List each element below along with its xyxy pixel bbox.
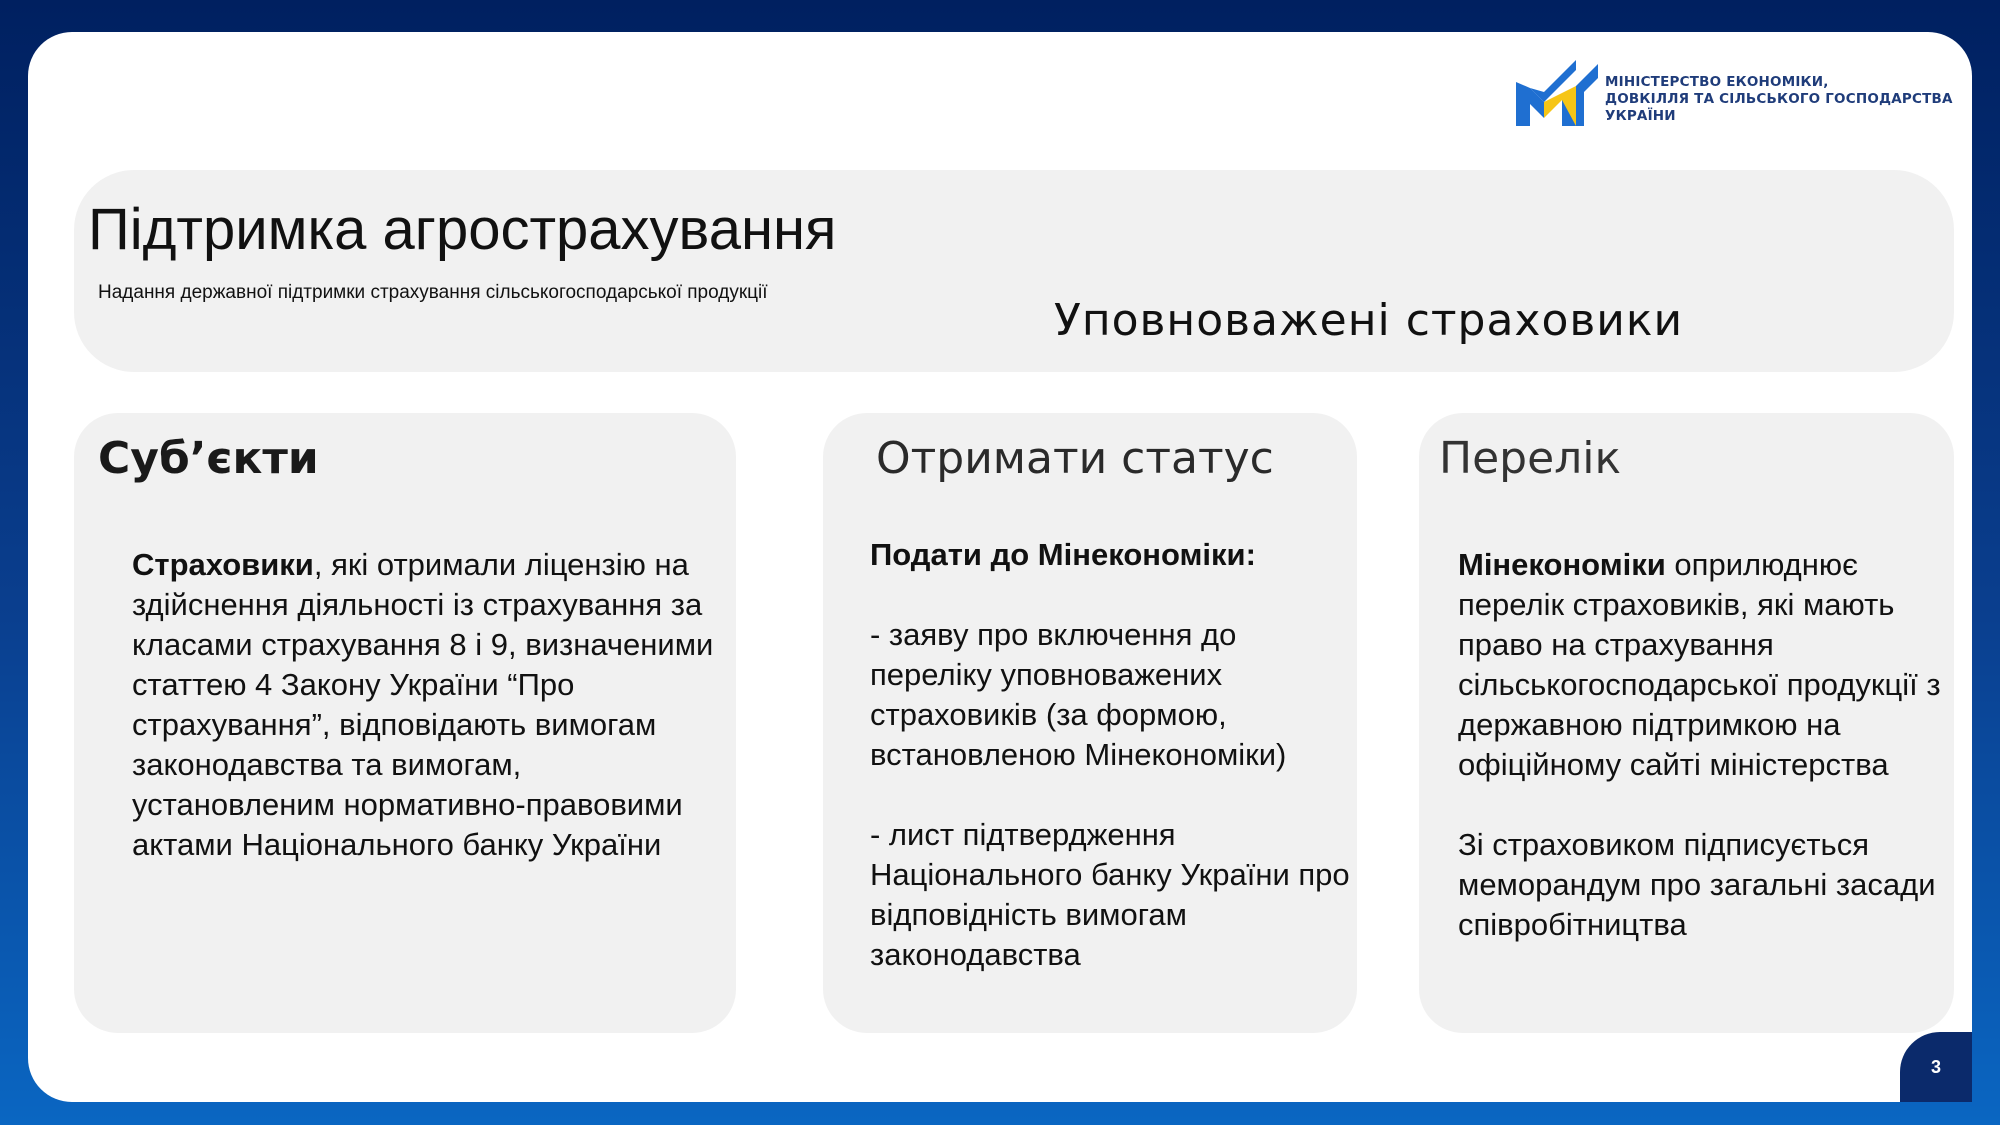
page-number: 3	[1900, 1032, 1972, 1102]
ministry-logo-icon	[1516, 60, 1598, 126]
card-body	[1458, 545, 1948, 945]
page-subtitle: Надання державної підтримки страхування сільськогосподарської продукції	[98, 282, 768, 303]
ministry-name-line1: МІНІСТЕРСТВО ЕКОНОМІКИ,	[1605, 74, 1829, 90]
ministry-name	[1605, 74, 1953, 125]
card-body-bold: Страховики	[132, 547, 314, 582]
card-body-bold: Мінекономіки	[1458, 547, 1666, 582]
ministry-name-line3: УКРАЇНИ	[1605, 108, 1676, 124]
card-list	[1419, 413, 1954, 1033]
card-title: Перелік	[1439, 433, 1622, 484]
card-body-lead: Подати до Мінекономіки:	[870, 537, 1256, 572]
card-subjects	[74, 413, 736, 1033]
card-list-item: - лист підтвердження Національного банку України про відповідність вимогам законодавства	[870, 817, 1350, 972]
card-title: Отримати статус	[876, 433, 1274, 484]
card-body-text: оприлюднює перелік страховиків, які мають право на страхування сільськогосподарської продукції з державною підтримкою на офіційному сайті міністерства	[1458, 547, 1941, 782]
card-body	[132, 545, 722, 865]
ministry-name-line2: ДОВКІЛЛЯ ТА СІЛЬСЬКОГО ГОСПОДАРСТВА	[1605, 91, 1953, 107]
card-body	[870, 535, 1350, 975]
card-list-item: - заяву про включення до переліку уповноважених страховиків (за формою, встановленою Мінекономіки)	[870, 617, 1287, 772]
page-title: Підтримка агрострахування	[88, 197, 837, 262]
section-heading: Уповноважені страховики	[1054, 295, 1684, 346]
card-title: Суб’єкти	[98, 433, 319, 484]
card-body-text: Зі страховиком підписується меморандум про загальні засади співробітництва	[1458, 827, 1936, 942]
card-get-status	[823, 413, 1357, 1033]
card-body-text: , які отримали ліцензію на здійснення діяльності із страхування за класами страхування 8 і 9, визначеними статтею 4 Закону України “Про страхування”, відповідають вимогам законодавства та вимогам, установленим нормативно-правовими актами Національного банку України	[132, 547, 714, 862]
